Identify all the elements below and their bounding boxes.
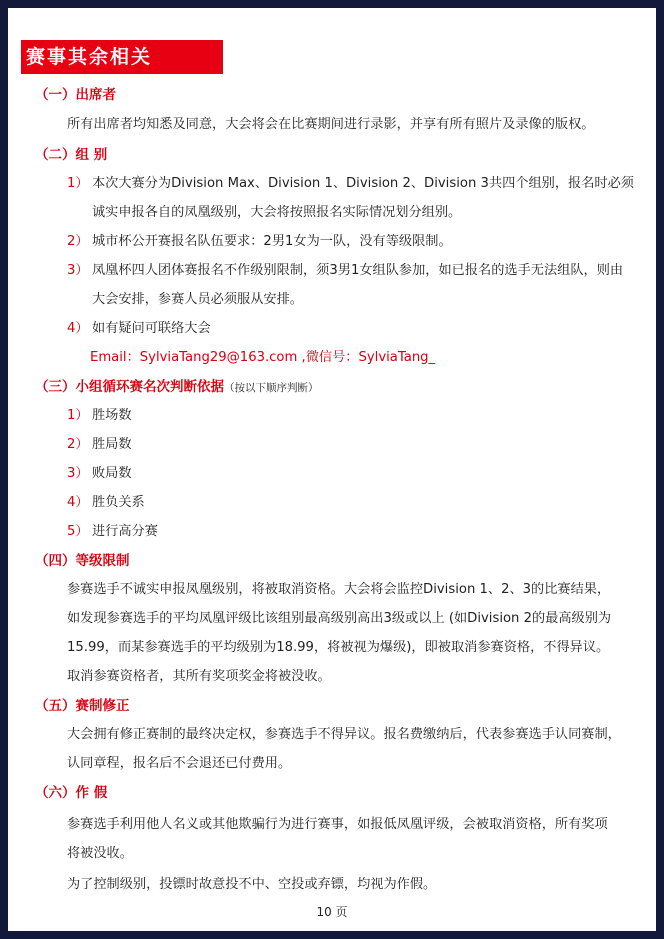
section-heading-rule-amendment: （五）赛制修正 [35,698,130,714]
division-item-1-line-2: 诚实申报各自的凤凰级别，大会将按照报名实际情况划分组别。 [92,205,462,220]
ranking-heading-text: （三）小组循环赛名次判断依据 [35,379,224,395]
item-number: 4） [67,321,89,336]
section-heading-level-limit: （四）等级限制 [35,553,130,569]
level-limit-line: 15.99，而某参赛选手的平均级别为18.99，将被视为爆级)，即被取消参赛资格，不得异议。 [67,640,610,655]
attendees-text: 所有出席者均知悉及同意，大会将会在比赛期间进行录影，并享有所有照片及录像的版权。 [67,117,595,132]
division-item-2-line-1: 城市杯公开赛报名队伍要求：2男1女为一队，没有等级限制。 [92,234,452,249]
item-number: 5） [67,524,89,539]
item-number: 2） [67,437,89,452]
cheating-line: 将被没收。 [67,846,133,861]
division-item-3-line-1: 凤凰杯四人团体赛报名不作级别限制，须3男1女组队参加，如已报名的选手无法组队，则由 [92,263,624,278]
ranking-criterion: 胜局数 [92,437,132,452]
division-item-3-line-2: 大会安排，参赛人员必须服从安排。 [92,292,303,307]
item-number: 4） [67,495,89,510]
section-heading-ranking [35,376,319,398]
item-number: 3） [67,263,89,278]
ranking-criterion: 败局数 [92,466,132,481]
division-item-1-line-1: 本次大赛分为Division Max、Division 1、Division 2、Division 3共四个组别，报名时必须 [92,176,634,191]
level-limit-line: 如发现参赛选手的平均凤凰评级比该组别最高级别高出3级或以上 (如Division 2的最高级别为 [67,611,612,626]
item-number: 2） [67,234,89,249]
item-number: 3） [67,466,89,481]
item-number: 1） [67,176,89,191]
contact-email-link[interactable]: Email：SylviaTang29@163.com ,微信号：SylviaTang_ [90,350,436,365]
section-heading-cheating: （六）作 假 [35,785,108,801]
cheating-line: 为了控制级别，投镖时故意投不中、空投或弃镖，均视为作假。 [67,877,437,892]
document-page [8,8,656,931]
rule-amendment-line: 大会拥有修正赛制的最终决定权，参赛选手不得异议。报名费缴纳后，代表参赛选手认同赛制， [67,727,621,742]
section-heading-divisions: （二）组 别 [35,147,108,163]
ranking-criterion: 胜负关系 [92,495,145,510]
page-title: 赛事其余相关 [26,46,153,68]
ranking-criterion: 进行高分赛 [92,524,158,539]
ranking-criterion: 胜场数 [92,408,132,423]
level-limit-line: 参赛选手不诚实申报凤凰级别，将被取消资格。大会将会监控Division 1、2、3的比赛结果， [67,582,611,597]
cheating-line: 参赛选手利用他人名义或其他欺骗行为进行赛事，如报低凤凰评级，会被取消资格，所有奖项 [67,817,608,832]
page-number: 10 页 [316,905,348,919]
division-item-4-line-1: 如有疑问可联络大会 [92,321,211,336]
rule-amendment-line: 认同章程，报名后不会退还已付费用。 [67,756,292,771]
section-heading-attendees: （一）出席者 [35,87,116,103]
ranking-heading-note: （按以下顺序判断） [224,382,319,394]
item-number: 1） [67,408,89,423]
level-limit-line: 取消参赛资格者，其所有奖项奖金将被没收。 [67,669,331,684]
